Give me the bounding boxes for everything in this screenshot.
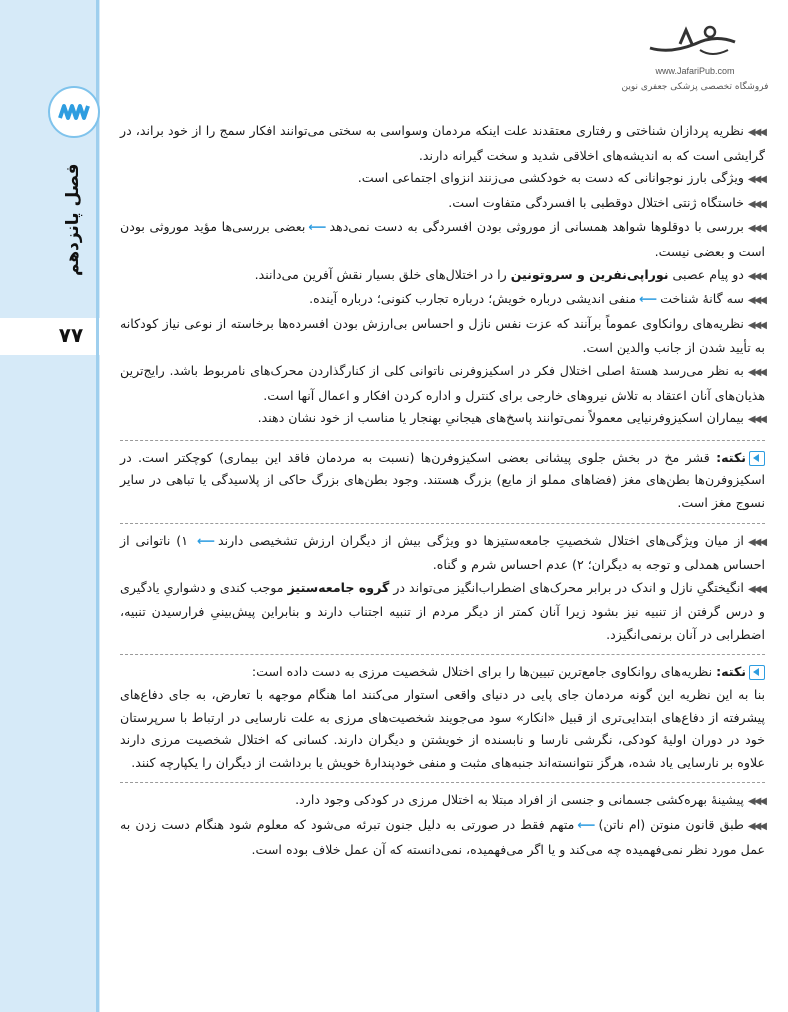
publisher-logo-icon [640,20,750,60]
sidebar [0,0,100,1012]
bullet-icon: ◀◀◀ [747,174,765,186]
paragraph-text: متهم فقط در صورتی به دلیل جنون تبرئه می‌شود که معلوم شود هنگام دست زدن به عمل مورد نظر نمی‌فهمیده چه می‌کند و یا اگر می‌فهمیده، نمی‌دانسته که آن عمل خلاف بوده است. [120,817,765,857]
note-label: نکته: [716,664,746,680]
bold-term: گروه جامعه‌ستیز [287,579,390,595]
paragraph-text: ۱) ناتوانی از احساس همدلی و توجه به دیگران؛ ۲) عدم احساس شرم و گناه. [120,532,765,573]
bullet-icon: ◀◀◀ [747,414,765,426]
bullet-icon: ◀◀◀ [747,319,765,331]
paragraph [120,789,765,814]
paragraph-text: بعضی بررسی‌ها مؤید موروثی بودن است و بعضی نیست. [120,219,765,259]
paragraph [120,167,765,192]
paragraph-text: بررسی با دوقلوها شواهد همسانی از موروثی بودن افسردگی به دست نمی‌دهد [329,219,744,235]
paragraph [120,577,765,647]
note-text: قشر مخ در بخش جلوی پیشانی بعضی اسکیزوفرن‌ها (نسبت به مردمان فاقد این بیماری) کوچکتر است. در اسکیزوفرن‌ها بطن‌های مغز (فضاهای مملو از مایع) بزرگ هستند. وجود بطن‌های بزرگ حاکی از پلاسیدگی یا تباهی در سایر نسوج مغز است. [120,449,765,510]
bullet-icon: ◀◀◀ [747,223,765,235]
paragraph-text: خاستگاه ژنتی اختلال دوقطبی با افسردگی متفاوت است. [448,194,744,210]
sidebar-divider-line [96,0,99,1012]
paragraph-text: دو پیام عصبی [672,266,744,282]
paragraph-text: نظریه پردازان شناختی و رفتاری معتقدند علت اینکه مردمان وسواسی به سختی می‌توانند افکار سمج را از خود براند، در گرایشی است که به اندیشه‌های اخلاقی شدید و سخت گیرانه دارند. [120,123,765,163]
paragraph [120,407,765,432]
left-arrow-icon: ⟵ [308,219,327,235]
bullet-icon: ◀◀◀ [747,536,766,548]
publisher-url: www.JafariPub.com [655,66,735,76]
bullet-icon: ◀◀◀ [747,198,765,210]
sidebar-bottom-panel [0,355,100,1012]
paragraph-text: پیشینهٔ بهره‌کشی جسمانی و جنسی از افراد مبتلا به اختلال مرزی در کودکی وجود دارد. [295,792,744,808]
chapter-wave-icon [57,100,91,124]
note-box [120,661,765,684]
dashed-divider [120,440,765,441]
note-heading: نظریه‌های روانکاوی جامع‌ترین تبیین‌ها را برای اختلال شخصیت مرزی به دست داده است: [251,664,713,680]
left-arrow-icon: ⟵ [196,532,216,548]
chapter-title: فصل پانزدهم [63,163,83,277]
paragraph [120,814,765,861]
dashed-divider [120,782,765,783]
bullet-icon: ◀◀◀ [747,366,765,378]
paragraph [120,120,765,167]
paragraph-text: از میان ویژگی‌های اختلال شخصیتِ جامعه‌ستیزها دو ویژگی بیش از دیگران ارزش تشخیصی دارند [218,532,744,548]
paragraph-text: را در اختلال‌های خلق بسیار نقش آفرین می‌دانند. [254,266,507,282]
bullet-icon: ◀◀◀ [747,583,766,595]
note-icon [749,451,765,466]
paragraph [120,192,765,217]
paragraph [120,313,765,360]
page-number: ۷۷ [58,323,84,347]
publisher-logo [620,20,770,100]
paragraph [120,360,765,407]
dashed-divider [120,654,765,655]
left-arrow-icon: ⟵ [639,291,658,307]
bullet-icon: ◀◀◀ [747,821,765,833]
left-arrow-icon: ⟵ [577,817,596,833]
dashed-divider [120,523,765,524]
paragraph-text: نظریه‌های روانکاوی عموماً برآنند که عزت نفس نازل و احساس بی‌ارزش بودن افسرده‌ها برخاسته از نوعی نیاز کودکانه به تأیید شدن از جانب والدین است. [120,315,765,356]
note-body: بنا به این نظریه این گونه مردمان جای پایی در دنیای واقعی استوار می‌کنند اما هنگام موجهه با تعارض، به جای دفاع‌های پیشرفته از دفاع‌های ابتدایی‌تری از قبیل «انکار» سود می‌جویند شخصیت‌های مرزی به علت نارسایی در ارتباط با سرپرستان خود در دوران اولیهٔ کودکی، نگرشی نارسا و نابسنده از خویشتن و دیگران دارند. کسانی که اختلال شخصیت مرزی دارند علاوه بر نارسایی یاد شده، هرگز نتوانسته‌اند جنبه‌های مثبت و منفی خودپندارهٔ خویش یا برداشت از دیگران را یکپارچه کنند. [120,687,765,770]
bullet-icon: ◀◀◀ [747,270,765,282]
note-icon [749,665,765,680]
paragraph [120,264,765,289]
bullet-icon: ◀◀◀ [747,796,765,808]
bullet-icon: ◀◀◀ [747,127,765,138]
bold-term: نوراپی‌نفرین و سروتونین [510,266,669,282]
paragraph-text: منفی اندیشی درباره خویش؛ درباره تجارب کنونی؛ درباره آینده. [309,291,637,307]
paragraph [120,288,765,313]
chapter-badge-icon [48,86,100,138]
main-content [120,120,765,861]
paragraph-text: سه گانهٔ شناخت [660,291,744,307]
note-label: نکته: [716,449,746,465]
paragraph-text: ویژگی بارز نوجوانانی که دست به خودکشی می‌زنند انزوای اجتماعی است. [357,170,744,186]
paragraph-text: موجب کندی و دشواریِ یادگیری و درس گرفتن از تنبیه نیز بشود زیرا آنان کمتر از دیگر مردم از تنبیه اجتناب دارند و بنابراین پیش‌بینیِ فرارسیدن تنبیه، اضطرابی در آنان برنمی‌انگیزد. [120,579,765,642]
paragraph [120,530,765,577]
paragraph-text: به نظر می‌رسد هستهٔ اصلی اختلال فکر در اسکیزوفرنی ناتوانی کلی از کنارگذاردن محرک‌های نامربوط باشد. رایج‌ترین هذیان‌های آنان اعتقاد به تلاش نیروهای خارجی برای کنترل و اداره کردن افکار و اعمال آنها است. [120,362,765,403]
note-box [120,447,765,515]
publisher-caption: فروشگاه تخصصی پزشکی جعفری نوین [621,82,769,92]
bullet-icon: ◀◀◀ [747,295,765,307]
paragraph-text: انگیختگیِ نازل و اندک در برابر محرک‌های اضطراب‌انگیز می‌تواند در [393,579,744,595]
paragraph-text: طبق قانون منوتن (ام ناتن) [598,817,744,833]
paragraph-text: بیماران اسکیزوفرنیایی معمولاً نمی‌توانند پاسخ‌های هیجانیِ بهنجار یا مناسب از خود نشان دهند. [257,410,744,426]
paragraph [120,216,765,263]
